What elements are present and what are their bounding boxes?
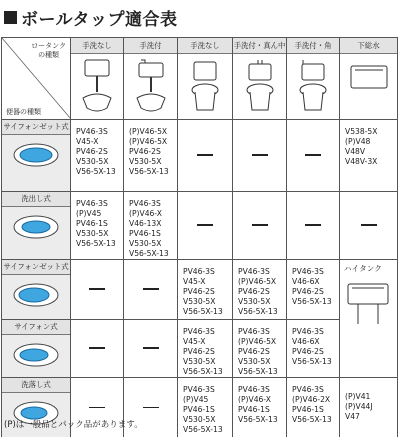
model-number: V56-5X-13 (183, 367, 223, 377)
model-number: V56-5X-13 (238, 367, 278, 377)
footnote: (P)は一般品とパック品があります。 (4, 420, 143, 430)
model-number: V530-5X (183, 357, 216, 367)
model-number: V530-5X (129, 239, 162, 249)
compat-table (1, 37, 398, 437)
table-row (2, 120, 398, 192)
model-cell (71, 192, 124, 260)
model-cell (287, 260, 340, 320)
col-header: 下総水 (340, 38, 398, 120)
empty-cell (124, 320, 178, 378)
model-number: V530-5X (76, 229, 109, 239)
washout-bowl-icon (12, 213, 60, 241)
high-tank-cell (340, 260, 398, 378)
model-number: V56-5X-13 (129, 249, 169, 259)
model-number: (P)V46-5X (129, 127, 168, 136)
model-cell (178, 260, 233, 320)
model-number: PV46-3S (129, 199, 161, 208)
model-number: V56-5X-13 (76, 167, 116, 177)
model-number: (P)V48 (345, 137, 371, 147)
bowl-type-cell: サイフォンゼット式 (2, 120, 71, 192)
model-number: (P)V46-X (238, 395, 271, 405)
empty-cell (124, 260, 178, 320)
model-number: V538-5X (345, 127, 378, 136)
model-cell (124, 120, 178, 192)
model-number: (P)V46-5X (238, 277, 277, 287)
model-number: PV46-3S (292, 267, 324, 277)
model-number: PV46-3S (76, 199, 108, 208)
model-number: (P)V46-2X (292, 395, 331, 405)
model-cell (287, 320, 340, 378)
table-row (2, 320, 398, 378)
siphon-jet-bowl-icon (12, 141, 60, 169)
model-number: PV46-2S (292, 287, 324, 297)
model-number: V56-5X-13 (129, 167, 169, 177)
floor-toilet-corner-faucet-icon (293, 58, 333, 116)
bowl-type-label: 便器の種類 (6, 107, 41, 116)
siphon-jet-bowl-icon (12, 281, 60, 309)
page-title: ボールタップ適合表 (4, 4, 177, 30)
model-number: V45-X (183, 337, 206, 347)
model-cell (233, 260, 287, 320)
model-number: V56-5X-13 (183, 425, 223, 435)
tank-type-label: ロータンク の種類 (31, 42, 66, 59)
high-tank-label: ハイタンク (344, 264, 382, 274)
col-header: 手洗なし (71, 38, 124, 120)
empty-cell (178, 120, 233, 192)
low-tank-with-faucet-icon (131, 58, 171, 116)
model-number: V56-5X-13 (292, 357, 332, 367)
model-number: V530-5X (129, 157, 162, 167)
model-number: PV46-2S (183, 287, 215, 297)
model-number: PV46-1S (76, 219, 108, 229)
empty-cell (233, 192, 287, 260)
model-number: V530-5X (183, 415, 216, 425)
model-number: V48V-3X (345, 157, 378, 167)
model-number: PV46-2S (183, 347, 215, 357)
col-header: 手洗なし (178, 38, 233, 120)
model-number: V530-5X (238, 357, 271, 367)
model-number: PV46-3S (292, 327, 324, 337)
table-row (2, 192, 398, 260)
model-number: V56-5X-13 (292, 415, 332, 425)
empty-cell (178, 192, 233, 260)
model-number: (P)V46-5X (238, 337, 277, 347)
model-number: (P)V44J (345, 402, 373, 412)
bowl-type-cell: 洗落し式 (2, 378, 71, 437)
model-number: PV46-3S (183, 267, 215, 277)
bowl-type-cell: サイフォンゼット式 (2, 260, 71, 320)
model-number: V47 (345, 412, 360, 422)
title-square-icon (4, 11, 17, 24)
model-number: V56-5X-13 (238, 307, 278, 317)
model-number: PV46-3S (76, 127, 108, 136)
model-number: V46-6X (292, 337, 320, 347)
model-number: V56-5X-13 (238, 415, 278, 425)
model-number: V530-5X (238, 297, 271, 307)
model-number: PV46-2S (292, 347, 324, 357)
model-number: V48V (345, 147, 366, 157)
model-number: (P)V41 (345, 392, 371, 402)
model-cell (233, 320, 287, 378)
low-tank-toilet-icon (77, 58, 117, 116)
empty-cell (287, 192, 340, 260)
bowl-type-cell: 洗出し式 (2, 192, 71, 260)
col-header: 手洗付・真ん中 (233, 38, 287, 120)
model-cell (71, 120, 124, 192)
model-cell (178, 378, 233, 437)
model-cell (340, 378, 398, 437)
model-number: PV46-2S (238, 287, 270, 297)
bowl-type-cell: サイフォン式 (2, 320, 71, 378)
model-number: V45-X (183, 277, 206, 287)
model-number: (P)V45 (183, 395, 209, 405)
model-number: PV46-3S (183, 327, 215, 337)
floor-toilet-center-faucet-icon (240, 58, 280, 116)
model-number: PV46-3S (238, 327, 270, 337)
header-row (2, 38, 398, 120)
model-number: PV46-2S (76, 147, 108, 157)
empty-cell (71, 260, 124, 320)
table-corner (2, 38, 71, 120)
empty-cell (340, 192, 398, 260)
model-number: PV46-3S (183, 385, 215, 395)
col-header: 手洗付・角 (287, 38, 340, 120)
table-row (2, 260, 398, 320)
floor-toilet-icon (185, 58, 225, 116)
model-number: PV46-1S (129, 229, 161, 239)
model-number: (P)V46-X (129, 209, 162, 219)
model-number: V56-5X-13 (183, 307, 223, 317)
col-header: 手洗付 (124, 38, 178, 120)
model-number: V530-5X (183, 297, 216, 307)
empty-cell (287, 120, 340, 192)
model-number: PV46-3S (238, 267, 270, 277)
high-tank-icon (344, 282, 392, 326)
model-number: PV46-3S (238, 385, 270, 395)
model-cell (340, 120, 398, 192)
model-number: PV46-2S (129, 147, 161, 157)
empty-cell (71, 320, 124, 378)
empty-cell (233, 120, 287, 192)
model-cell (233, 378, 287, 437)
model-number: V45-X (76, 137, 99, 147)
model-number: PV46-1S (238, 405, 270, 415)
model-number: PV46-1S (292, 405, 324, 415)
model-number: (P)V46-5X (129, 137, 168, 147)
model-number: V56-5X-13 (292, 297, 332, 307)
model-number: V46-6X (292, 277, 320, 287)
model-cell (287, 378, 340, 437)
model-number: V530-5X (76, 157, 109, 167)
model-number: V56-5X-13 (76, 239, 116, 249)
model-cell (178, 320, 233, 378)
tank-box-icon (347, 58, 391, 98)
model-number: PV46-3S (292, 385, 324, 395)
siphon-bowl-icon (12, 341, 60, 369)
model-number: PV46-1S (183, 405, 215, 415)
model-number: PV46-2S (238, 347, 270, 357)
model-cell (124, 192, 178, 260)
model-number: V46-13X (129, 219, 162, 229)
model-number: (P)V45 (76, 209, 102, 219)
